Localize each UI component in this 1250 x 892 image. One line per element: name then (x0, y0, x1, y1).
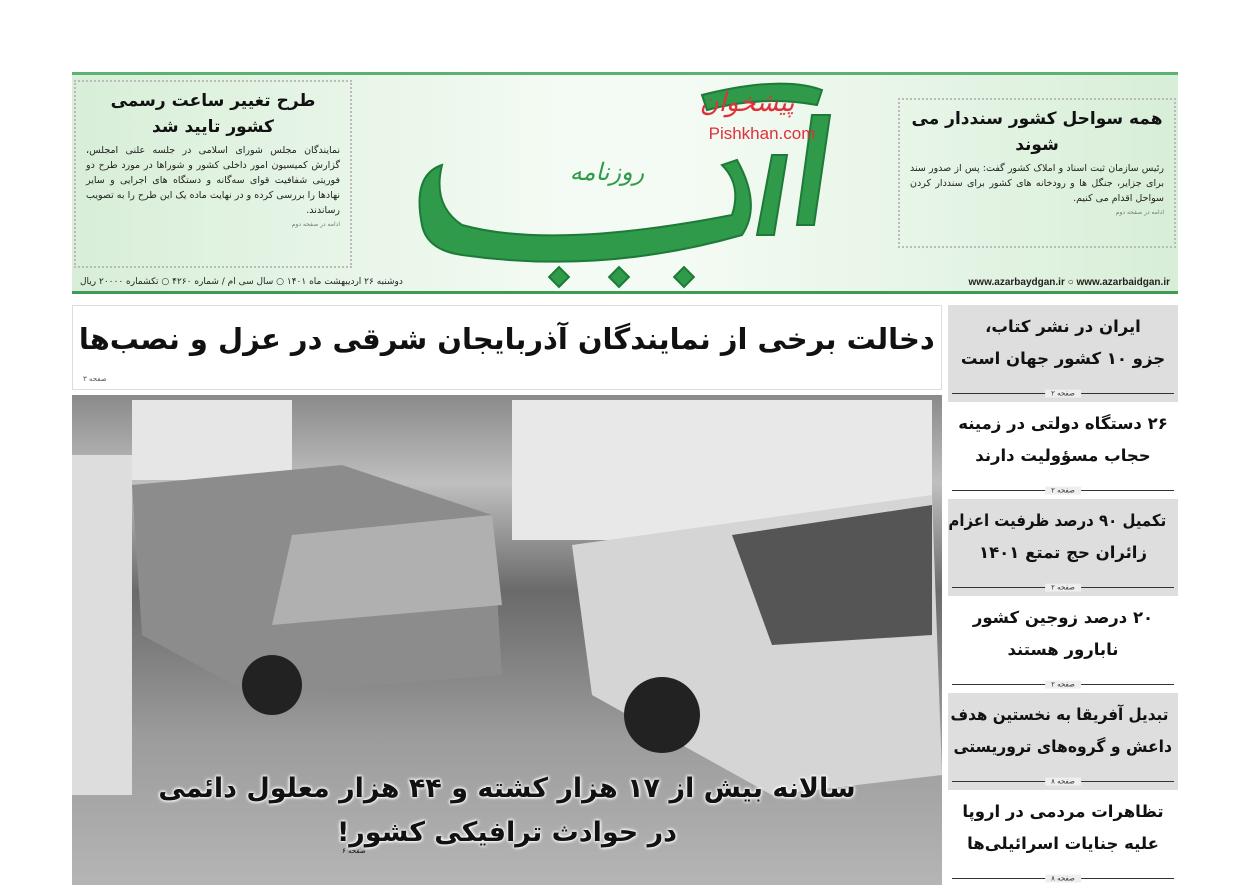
divider (952, 583, 1174, 592)
divider (952, 680, 1174, 689)
item-page: صفحه ۸ (1045, 778, 1081, 786)
masthead (72, 72, 1178, 294)
item-line: جزو ۱۰ کشور جهان است (960, 349, 1166, 368)
sidebar-item[interactable] (948, 790, 1178, 887)
right-news-box[interactable] (898, 98, 1176, 248)
accident-photo (72, 395, 942, 885)
caption-page: صفحه ۶ (342, 847, 366, 855)
item-line: حجاب مسؤولیت دارند (975, 446, 1151, 465)
main-headline-page: صفحه ۳ (83, 375, 107, 383)
newspaper-logo (402, 75, 862, 297)
item-line: ۲۶ دستگاه دولتی در زمینه (958, 414, 1168, 433)
item-page: صفحه ۲ (1045, 390, 1081, 398)
item-line: زائران حج تمتع ۱۴۰۱ (979, 543, 1147, 562)
item-page: صفحه ۲ (1045, 681, 1081, 689)
watermark: پیشخوان (699, 88, 795, 118)
divider (952, 486, 1174, 495)
divider (952, 777, 1174, 786)
caption-line-1: سالانه بیش از ۱۷ هزار کشته و ۴۴ هزار معلول دائمی (158, 773, 856, 804)
right-box-body: رئیس سازمان ثبت اسناد و املاک کشور گفت: پس از صدور سند برای جزایر، جنگل ها و رودخانه های کشور برای سنددار کردن سواحل اقدام می کنیم. (910, 163, 1164, 204)
sidebar-item[interactable] (948, 305, 1178, 402)
logo-subtitle: روزنامه (569, 158, 645, 186)
item-page: صفحه ۸ (1045, 875, 1081, 883)
left-box-body: نمایندگان مجلس شورای اسلامی در جلسه علنی امجلس، گزارش کمیسیون امور داخلی کشور و شوراها در مورد طرح دو فوریتی شفافیت قوای سه‌گانه و دستگاه های اجرایی و سایر نهادها را بررسی کرده و در نهایت ماده یک این طرح را به تصویب رساندند. (86, 145, 340, 216)
right-box-title: همه سواحل کشور سنددار می شوند (911, 109, 1163, 155)
item-page: صفحه ۲ (1045, 584, 1081, 592)
item-line: داعش و گروه‌های تروریستی (953, 737, 1172, 756)
item-line: تظاهرات مردمی در اروپا (962, 802, 1164, 821)
caption-line-2: در حوادث ترافیکی کشور! (336, 817, 678, 848)
left-box-title: طرح تغییر ساعت رسمی کشور تایید شد (110, 91, 316, 137)
sidebar-headlines (948, 305, 1178, 887)
item-line: نابارور هستند (1007, 640, 1119, 659)
item-line: علیه جنایات اسرائیلی‌ها (967, 834, 1159, 853)
website-links[interactable]: www.azarbaydgan.ir ○ www.azarbaidgan.ir (968, 277, 1170, 288)
sidebar-item[interactable] (948, 596, 1178, 693)
item-line: ۲۰ درصد زوجین کشور (972, 608, 1154, 627)
sidebar-item[interactable] (948, 402, 1178, 499)
watermark-url: Pishkhan.com (708, 124, 816, 143)
sidebar-item[interactable] (948, 693, 1178, 790)
sidebar-item[interactable] (948, 499, 1178, 596)
item-line: ایران در نشر کتاب، (985, 317, 1141, 336)
divider (952, 389, 1174, 398)
item-page: صفحه ۲ (1045, 487, 1081, 495)
divider (952, 874, 1174, 883)
right-box-more[interactable]: ادامه در صفحه دوم (1115, 209, 1164, 216)
photo-caption[interactable] (72, 767, 942, 855)
item-line: تبدیل آفریقا به نخستین هدف (950, 705, 1169, 724)
item-line: تکمیل ۹۰ درصد ظرفیت اعزام (948, 511, 1167, 530)
main-headline[interactable]: دخالت برخی از نمایندگان آذربایجان شرقی در عزل و نصب‌ها (79, 322, 935, 356)
date-line: دوشنبه ۲۶ اردیبهشت ماه ۱۴۰۱ ○ سال سی ام / شماره ۴۲۶۰ ○ تکشماره ۲۰۰۰۰ ریال (80, 277, 403, 287)
left-box-more[interactable]: ادامه در صفحه دوم (291, 221, 340, 228)
main-headline-box[interactable] (72, 305, 942, 390)
left-news-box[interactable] (74, 80, 352, 268)
